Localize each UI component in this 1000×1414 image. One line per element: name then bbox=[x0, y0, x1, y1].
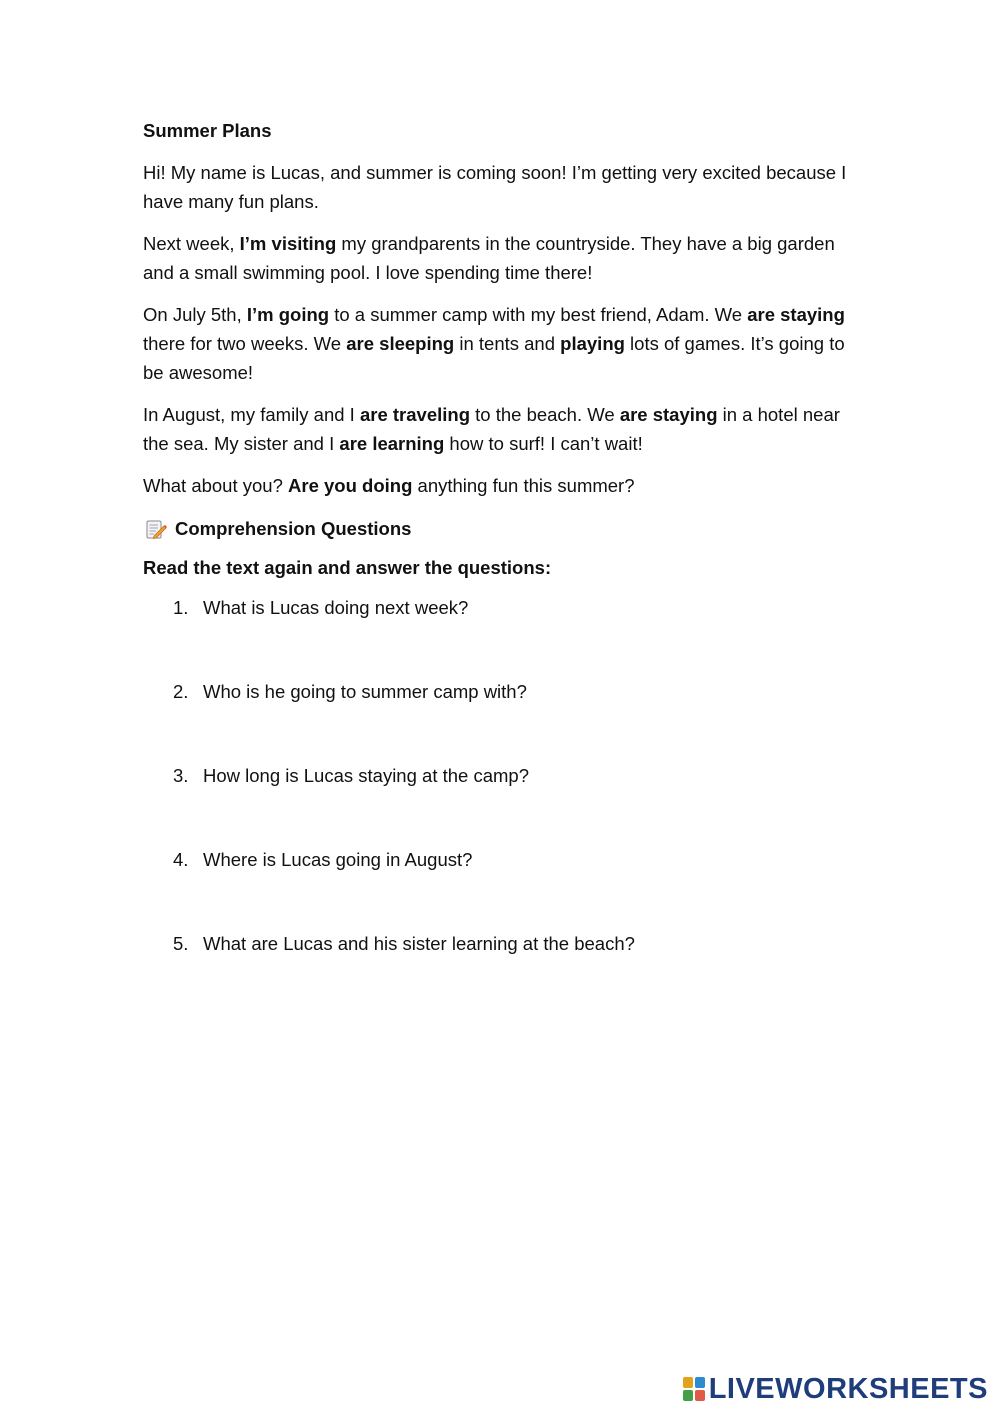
section-heading-text: Comprehension Questions bbox=[175, 518, 412, 539]
text-run: lots of games. It’s going to be awesome! bbox=[143, 333, 845, 383]
question-item bbox=[143, 762, 863, 846]
bold-phrase: are traveling bbox=[359, 404, 470, 425]
text-run: my grandparents in the countryside. They have a big garden and a small swimming pool. I love spending time there! bbox=[143, 233, 835, 283]
question-item bbox=[143, 678, 863, 762]
question-number: 3. bbox=[173, 765, 189, 786]
paragraph bbox=[143, 300, 863, 387]
logo-mark-tile bbox=[683, 1390, 693, 1401]
bold-phrase: I’m visiting bbox=[239, 233, 337, 254]
text-run: to a summer camp with my best friend, Adam. We bbox=[329, 304, 748, 325]
text-run: In August, my family and I bbox=[143, 404, 360, 425]
text-run: anything fun this summer? bbox=[412, 475, 635, 496]
question-number: 5. bbox=[173, 933, 189, 954]
bold-phrase: playing bbox=[560, 333, 625, 354]
logo-mark bbox=[683, 1377, 705, 1401]
text-run: how to surf! I can’t wait! bbox=[444, 433, 643, 454]
question-text: Who is he going to summer camp with? bbox=[203, 681, 527, 702]
text-run: in tents and bbox=[454, 333, 561, 354]
bold-phrase: are learning bbox=[339, 433, 445, 454]
reading-text bbox=[143, 158, 863, 500]
worksheet-content bbox=[143, 118, 863, 1014]
section-heading bbox=[145, 516, 863, 542]
paragraph bbox=[143, 158, 863, 216]
text-run: What about you? bbox=[143, 475, 289, 496]
paragraph bbox=[143, 400, 863, 458]
question-number: 2. bbox=[173, 681, 189, 702]
paragraph bbox=[143, 229, 863, 287]
memo-icon bbox=[145, 518, 167, 540]
question-text: What is Lucas doing next week? bbox=[203, 597, 469, 618]
question-list bbox=[143, 594, 863, 1014]
text-run: there for two weeks. We bbox=[143, 333, 347, 354]
text-run: Hi! My name is Lucas, and summer is coming soon! I’m getting very excited because I have many fun plans. bbox=[143, 162, 847, 212]
bold-phrase: are sleeping bbox=[346, 333, 455, 354]
question-item bbox=[143, 930, 863, 1014]
text-run: in a hotel near the sea. My sister and I bbox=[143, 404, 840, 454]
logo-text: LIVEWORKSHEETS bbox=[708, 1373, 988, 1405]
question-text: Where is Lucas going in August? bbox=[203, 849, 473, 870]
question-text: How long is Lucas staying at the camp? bbox=[203, 765, 529, 786]
logo-mark-tile bbox=[695, 1390, 705, 1401]
bold-phrase: Are you doing bbox=[288, 475, 413, 496]
question-text: What are Lucas and his sister learning at the beach? bbox=[203, 933, 635, 954]
logo-mark-tile bbox=[695, 1377, 705, 1388]
bold-phrase: I’m going bbox=[246, 304, 330, 325]
question-item bbox=[143, 846, 863, 930]
text-run: to the beach. We bbox=[470, 404, 620, 425]
question-number: 1. bbox=[173, 597, 189, 618]
logo-mark-tile bbox=[683, 1377, 693, 1388]
text-run: Next week, bbox=[143, 233, 240, 254]
instructions: Read the text again and answer the questions: bbox=[143, 557, 552, 578]
liveworksheets-logo bbox=[683, 1374, 988, 1404]
question-number: 4. bbox=[173, 849, 189, 870]
page-title: Summer Plans bbox=[143, 120, 272, 141]
text-run: On July 5th, bbox=[143, 304, 247, 325]
question-item bbox=[143, 594, 863, 678]
paragraph bbox=[143, 471, 863, 500]
bold-phrase: are staying bbox=[747, 304, 845, 325]
bold-phrase: are staying bbox=[619, 404, 718, 425]
